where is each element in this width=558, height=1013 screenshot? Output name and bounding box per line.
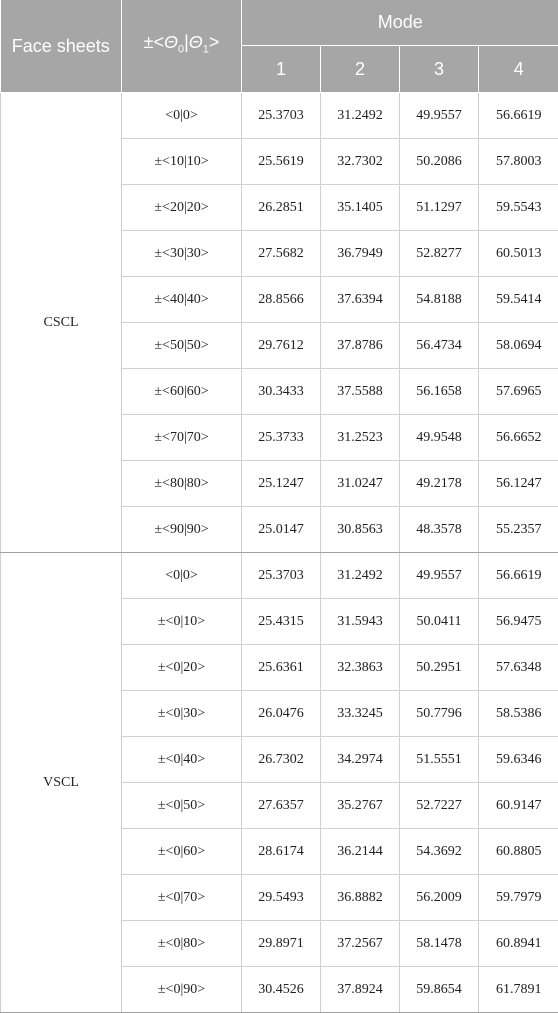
frequency-cell: 25.3733 <box>242 415 321 461</box>
frequency-cell: 37.6394 <box>321 277 400 323</box>
frequency-cell: 29.5493 <box>242 875 321 921</box>
angle-cell: ±<20|20> <box>122 185 242 231</box>
frequency-cell: 32.3863 <box>321 645 400 691</box>
frequency-cell: 59.5414 <box>479 277 558 323</box>
frequency-cell: 26.0476 <box>242 691 321 737</box>
angle-header: $\pm<\Theta_0|\Theta_1>$ <box>122 0 242 93</box>
frequency-cell: 52.8277 <box>400 231 479 277</box>
frequency-cell: 59.7979 <box>479 875 558 921</box>
frequency-cell: 26.7302 <box>242 737 321 783</box>
frequency-cell: 29.8971 <box>242 921 321 967</box>
angle-cell: ±<90|90> <box>122 507 242 553</box>
frequency-cell: 32.7302 <box>321 139 400 185</box>
frequency-cell: 56.6652 <box>479 415 558 461</box>
angle-cell: ±<0|10> <box>122 599 242 645</box>
angle-cell: ±<30|30> <box>122 231 242 277</box>
mode-4-header: 4 <box>479 46 558 93</box>
frequency-cell: 37.8924 <box>321 967 400 1013</box>
frequency-cell: 25.3703 <box>242 553 321 599</box>
angle-cell: ±<60|60> <box>122 369 242 415</box>
frequency-cell: 54.8188 <box>400 277 479 323</box>
frequency-cell: 59.6346 <box>479 737 558 783</box>
frequency-cell: 49.9557 <box>400 93 479 139</box>
frequency-cell: 25.3703 <box>242 93 321 139</box>
frequency-cell: 56.6619 <box>479 93 558 139</box>
frequency-cell: 60.8941 <box>479 921 558 967</box>
frequency-cell: 60.9147 <box>479 783 558 829</box>
table-row <box>1 93 558 139</box>
frequency-cell: 35.1405 <box>321 185 400 231</box>
frequency-cell: 37.8786 <box>321 323 400 369</box>
table-body <box>1 93 558 1013</box>
frequency-cell: 31.5943 <box>321 599 400 645</box>
angle-cell: ±<0|70> <box>122 875 242 921</box>
group-label: CSCL <box>1 93 122 553</box>
angle-cell: ±<80|80> <box>122 461 242 507</box>
angle-cell: ±<0|40> <box>122 737 242 783</box>
frequency-cell: 36.2144 <box>321 829 400 875</box>
frequency-cell: 56.9475 <box>479 599 558 645</box>
frequency-cell: 56.4734 <box>400 323 479 369</box>
frequency-cell: 28.6174 <box>242 829 321 875</box>
frequency-cell: 59.8654 <box>400 967 479 1013</box>
frequency-cell: 59.5543 <box>479 185 558 231</box>
angle-cell: ±<0|60> <box>122 829 242 875</box>
frequency-cell: 31.2492 <box>321 553 400 599</box>
frequency-cell: 49.9548 <box>400 415 479 461</box>
angle-cell: ±<40|40> <box>122 277 242 323</box>
frequency-cell: 61.7891 <box>479 967 558 1013</box>
frequency-cell: 30.4526 <box>242 967 321 1013</box>
frequency-cell: 54.3692 <box>400 829 479 875</box>
frequency-cell: 52.7227 <box>400 783 479 829</box>
frequency-cell: 50.2086 <box>400 139 479 185</box>
frequency-cell: 60.8805 <box>479 829 558 875</box>
table-header <box>1 0 558 93</box>
group-label: VSCL <box>1 553 122 1013</box>
angle-cell: ±<50|50> <box>122 323 242 369</box>
frequency-cell: 25.1247 <box>242 461 321 507</box>
frequency-cell: 58.0694 <box>479 323 558 369</box>
frequency-cell: 37.5588 <box>321 369 400 415</box>
mode-3-header: 3 <box>400 46 479 93</box>
frequency-cell: 57.6348 <box>479 645 558 691</box>
angle-cell: ±<0|30> <box>122 691 242 737</box>
frequency-cell: 27.6357 <box>242 783 321 829</box>
frequency-cell: 33.3245 <box>321 691 400 737</box>
angle-cell: ±<0|90> <box>122 967 242 1013</box>
frequency-cell: 58.1478 <box>400 921 479 967</box>
frequency-cell: 56.6619 <box>479 553 558 599</box>
frequency-cell: 51.5551 <box>400 737 479 783</box>
angle-cell: ±<0|50> <box>122 783 242 829</box>
frequency-cell: 60.5013 <box>479 231 558 277</box>
frequency-cell: 36.8882 <box>321 875 400 921</box>
frequency-cell: 31.2523 <box>321 415 400 461</box>
mode-1-header: 1 <box>242 46 321 93</box>
table-row <box>1 553 558 599</box>
mode-2-header: 2 <box>321 46 400 93</box>
angle-cell: <0|0> <box>122 553 242 599</box>
frequency-cell: 25.4315 <box>242 599 321 645</box>
face-sheets-header: Face sheets <box>1 0 122 93</box>
angle-cell: ±<0|80> <box>122 921 242 967</box>
mode-header: Mode <box>242 0 558 46</box>
frequency-cell: 30.8563 <box>321 507 400 553</box>
frequency-cell: 25.6361 <box>242 645 321 691</box>
frequency-cell: 29.7612 <box>242 323 321 369</box>
frequency-cell: 56.2009 <box>400 875 479 921</box>
angle-cell: <0|0> <box>122 93 242 139</box>
frequency-cell: 51.1297 <box>400 185 479 231</box>
frequency-cell: 56.1658 <box>400 369 479 415</box>
angle-cell: ±<10|10> <box>122 139 242 185</box>
frequency-cell: 30.3433 <box>242 369 321 415</box>
frequency-cell: 27.5682 <box>242 231 321 277</box>
frequency-cell: 37.2567 <box>321 921 400 967</box>
frequency-cell: 56.1247 <box>479 461 558 507</box>
frequency-cell: 25.5619 <box>242 139 321 185</box>
frequency-cell: 25.0147 <box>242 507 321 553</box>
frequency-cell: 50.7796 <box>400 691 479 737</box>
frequency-cell: 58.5386 <box>479 691 558 737</box>
frequency-cell: 34.2974 <box>321 737 400 783</box>
frequency-cell: 55.2357 <box>479 507 558 553</box>
frequency-cell: 35.2767 <box>321 783 400 829</box>
frequency-cell: 26.2851 <box>242 185 321 231</box>
frequency-cell: 49.9557 <box>400 553 479 599</box>
frequency-cell: 49.2178 <box>400 461 479 507</box>
frequency-cell: 31.0247 <box>321 461 400 507</box>
frequency-cell: 48.3578 <box>400 507 479 553</box>
angle-cell: ±<70|70> <box>122 415 242 461</box>
frequency-cell: 28.8566 <box>242 277 321 323</box>
frequency-cell: 50.0411 <box>400 599 479 645</box>
frequency-cell: 36.7949 <box>321 231 400 277</box>
frequency-cell: 57.8003 <box>479 139 558 185</box>
frequency-cell: 31.2492 <box>321 93 400 139</box>
angle-cell: ±<0|20> <box>122 645 242 691</box>
frequency-cell: 57.6965 <box>479 369 558 415</box>
frequency-cell: 50.2951 <box>400 645 479 691</box>
